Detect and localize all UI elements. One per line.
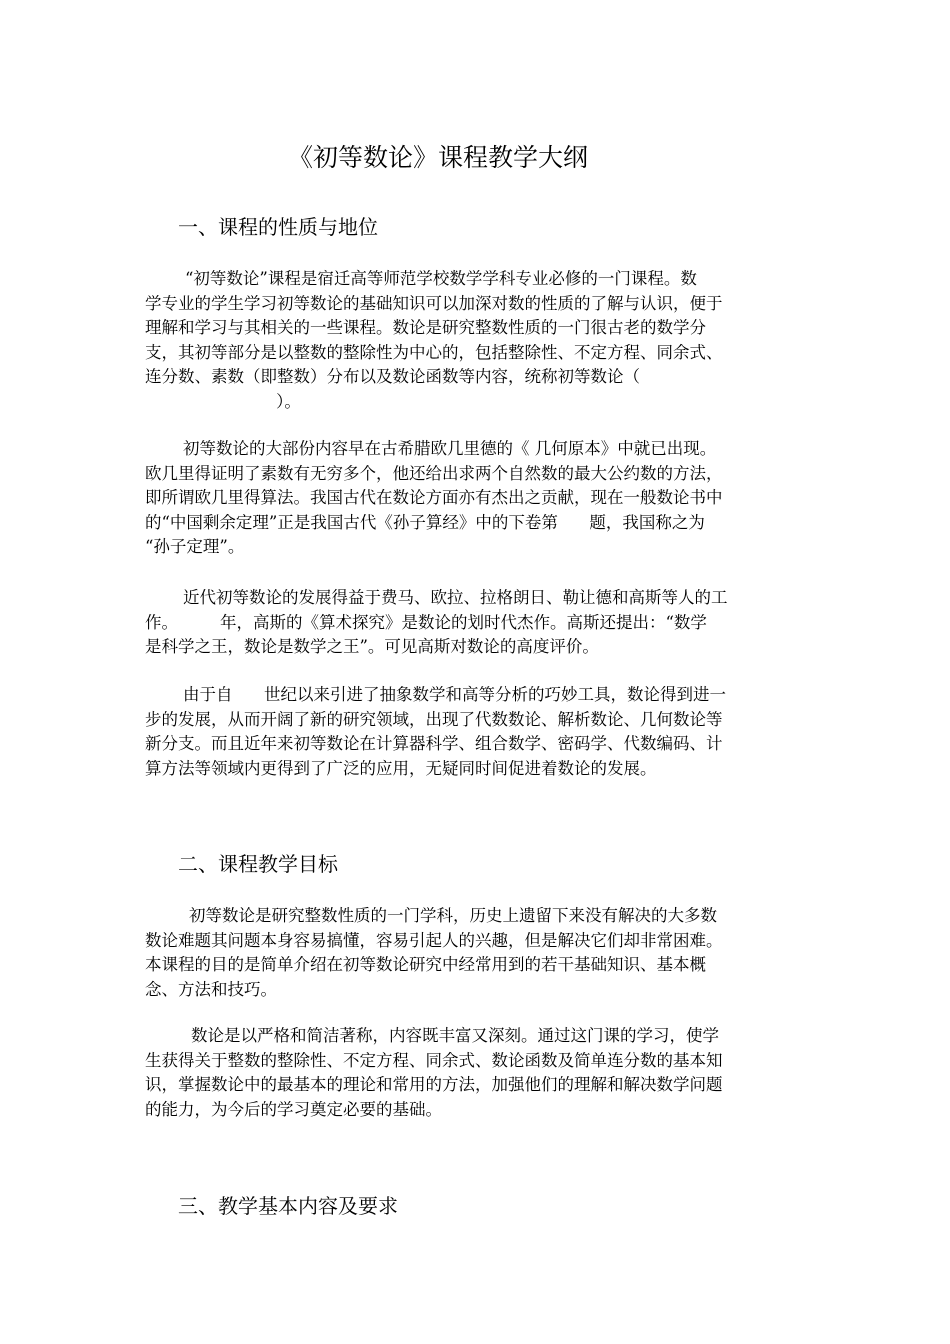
paragraph-line: 生获得关于整数的整除性、不定方程、同余式、数论函数及简单连分数的基本知 — [145, 1050, 723, 1070]
paragraph-line: 连分数、素数（即整数）分布以及数论函数等内容，统称初等数论（ — [145, 367, 640, 387]
paragraph-line: 初等数论是研究整数性质的一门学科，历史上遗留下来没有解决的大多数 — [189, 906, 717, 925]
paragraph-line: 由于自 世纪以来引进了抽象数学和高等分析的巧妙工具，数论得到进一 — [183, 685, 726, 704]
paragraph-line: 初等数论的大部份内容早在古希腊欧几里德的《 几何原本》中就已出现。 — [183, 439, 717, 458]
paragraph-line: 步的发展，从而开阔了新的研究领域，出现了代数数论、解析数论、几何数论等 — [145, 709, 723, 729]
section-heading-content: 三、教学基本内容及要求 — [178, 1194, 398, 1218]
paragraph-line: 的“中国剩余定理”正是我国古代《孙子算经》中的下卷第 题，我国称之为 — [145, 512, 705, 532]
paragraph-line: “孙子定理”。 — [145, 537, 245, 557]
paragraph-line: 是科学之王，数论是数学之王”。可见高斯对数论的高度评价。 — [145, 637, 599, 657]
paragraph-line: ）。 — [145, 391, 301, 411]
paragraph-objectives-1 — [145, 904, 809, 1002]
paragraph-line: 识，掌握数论中的最基本的理论和常用的方法，加强他们的理解和解决数学问题 — [145, 1075, 723, 1095]
section-heading-objectives: 二、课程教学目标 — [178, 852, 338, 876]
paragraph-line: 近代初等数论的发展得益于费马、欧拉、拉格朗日、勒让德和高斯等人的工 — [183, 588, 728, 607]
section-heading-nature: 一、课程的性质与地位 — [178, 215, 378, 239]
paragraph-line: 作。 年，高斯的《算术探究》是数论的划时代杰作。高斯还提出：“数学 — [145, 612, 707, 632]
paragraph-line: 理解和学习与其相关的一些课程。数论是研究整数性质的一门很古老的数学分 — [145, 318, 706, 338]
paragraph-line: 即所谓欧几里得算法。我国古代在数论方面亦有杰出之贡献，现在一般数论书中 — [145, 488, 723, 508]
paragraph-nature-3 — [145, 586, 809, 660]
paragraph-line: 算方法等领域内更得到了广泛的应用，无疑同时间促进着数论的发展。 — [145, 758, 657, 778]
paragraph-line: 的能力，为今后的学习奠定必要的基础。 — [145, 1099, 442, 1119]
paragraph-nature-1 — [145, 267, 809, 415]
paragraph-line: 学专业的学生学习初等数论的基础知识可以加深对数的性质的了解与认识，便于 — [145, 293, 723, 313]
document-title: 《初等数论》课程教学大纲 — [287, 143, 588, 172]
paragraph-line: 数论是以严格和简洁著称，内容既丰富又深刻。通过这门课的学习，使学 — [191, 1026, 719, 1045]
paragraph-line: 本课程的目的是简单介绍在初等数论研究中经常用到的若干基础知识、基本概 — [145, 955, 706, 975]
paragraph-objectives-2 — [145, 1024, 809, 1122]
paragraph-line: 念、方法和技巧。 — [145, 979, 277, 999]
paragraph-line: “初等数论”课程是宿迁高等师范学校数学学科专业必修的一门课程。数 — [185, 269, 697, 288]
paragraph-nature-4 — [145, 683, 809, 781]
paragraph-line: 数论难题其问题本身容易搞懂，容易引起人的兴趣，但是解决它们却非常困难。 — [145, 930, 723, 950]
paragraph-line: 欧几里得证明了素数有无穷多个，他还给出求两个自然数的最大公约数的方法， — [145, 463, 723, 483]
paragraph-nature-2 — [145, 437, 809, 560]
paragraph-line: 支，其初等部分是以整数的整除性为中心的，包括整除性、不定方程、同余式、 — [145, 342, 723, 362]
paragraph-line: 新分支。而且近年来初等数论在计算器科学、组合数学、密码学、代数编码、计 — [145, 734, 723, 754]
